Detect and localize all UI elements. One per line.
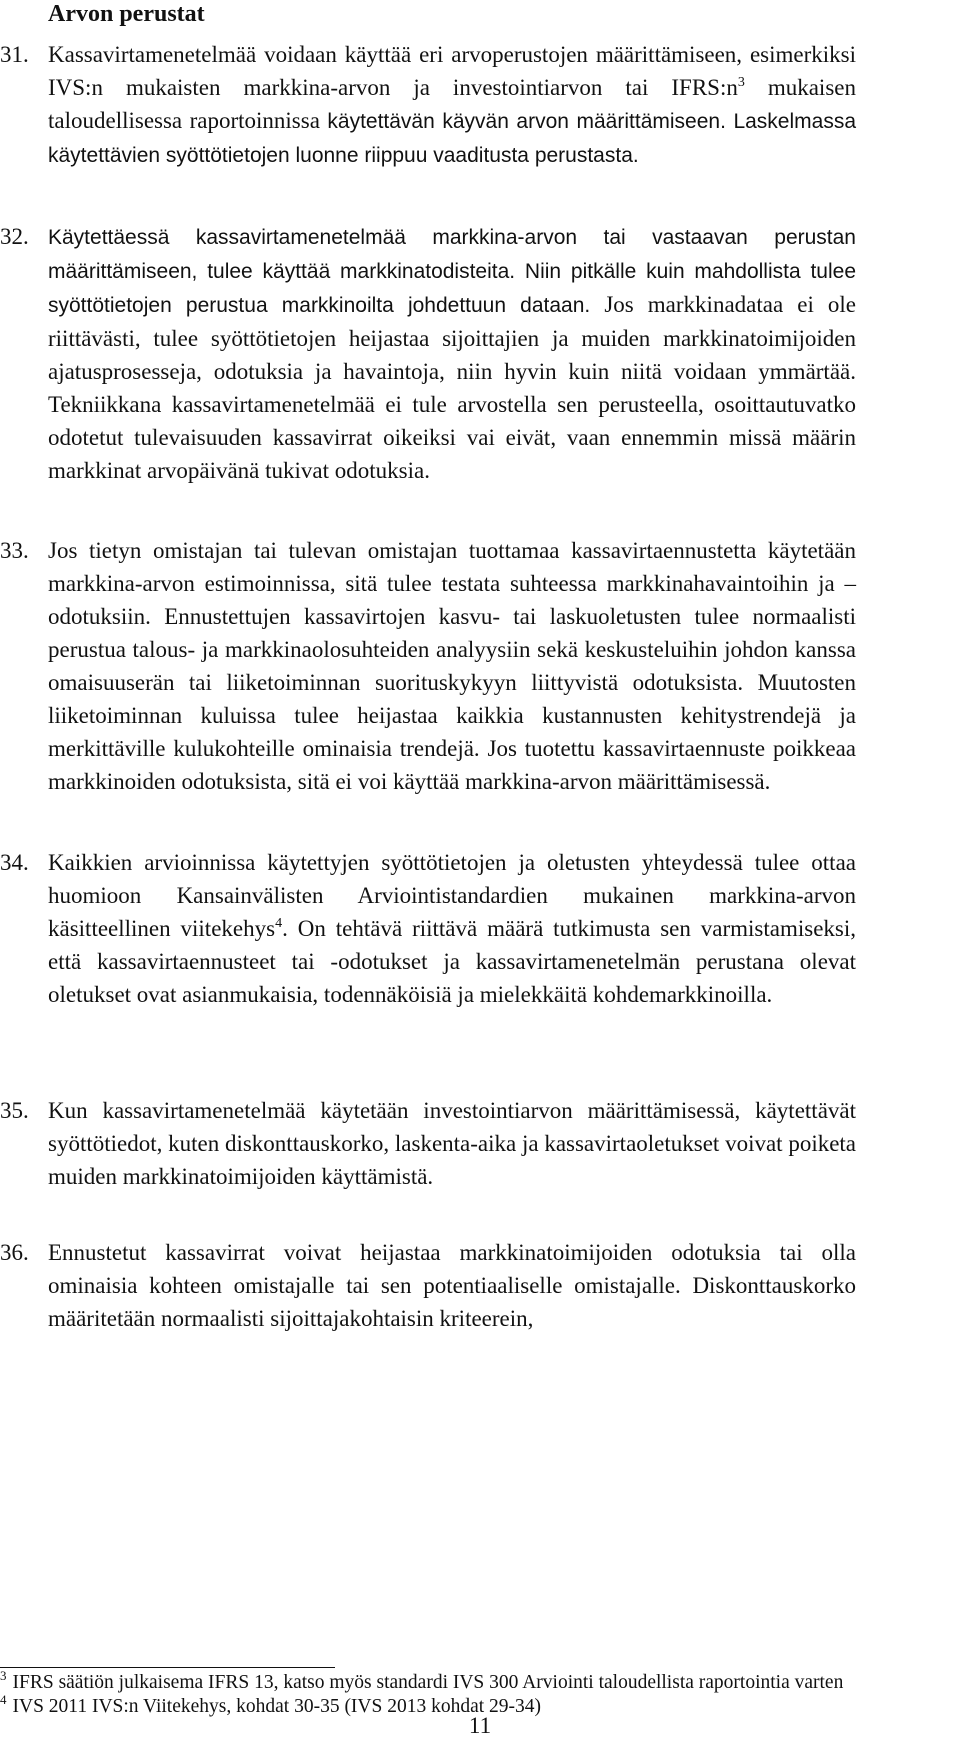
paragraph-32	[0, 220, 856, 487]
paragraph-text-part: Jos markkinadataa ei ole riittävästi, tulee syöttötietojen heijastaa sijoittajien ja muiden markkinatoimijoiden ajatusprosesseja, odotuksia ja havaintoja, niin hyvin kuin niitä voidaan ymmärtää. Tekniikkana kassavirtamenetelmää ei tule arvostella sen perusteella, osoittautuvatko odotetut tulevaisuuden kassavirrat oikeiksi vai eivät, vaan ennemmin missä määrin markkinat arvopäivänä tukivat odotuksia.	[48, 292, 856, 483]
paragraph-text: Kun kassavirtamenetelmää käytetään investointiarvon määrittämisessä, käytettävät syöttötiedot, kuten diskonttauskorko, laskenta-aika ja kassavirtaoletukset voivat poiketa muiden markkinatoimijoiden käyttämistä.	[48, 1098, 857, 1189]
paragraph-number: 36.	[0, 1240, 29, 1265]
paragraph-text: Jos tietyn omistajan tai tulevan omistajan tuottamaa kassavirtaennustetta käytetään markkina-arvon estimoinnissa, sitä tulee testata suhteessa markkinahavaintoihin ja –odotuksiin. Ennustettujen kassavirtojen kasvu- tai laskuoletusten tulee normaalisti perustua talous- ja markkinaolosuhteiden analyysiin sekä keskusteluihin johdon kanssa omaisuuserän tai liiketoiminnan suorituskykyyn liittyvistä odotuksista. Muutosten liiketoiminnan kuluissa tulee heijastaa kaikkia kustannusten kehitystrendejä ja merkittäville kulukohteille ominaisia trendejä. Jos tuotettu kassavirtaennuste poikkeaa markkinoiden odotuksista, sitä ei voi käyttää markkina-arvon määrittämisessä.	[48, 538, 856, 794]
paragraph-text-part: Kassavirtamenetelmää voidaan käyttää eri arvoperustojen määrittämiseen, esimerkiksi IVS:n mukaisten markkina-arvon ja investointiarvon tai IFRS:n	[48, 42, 856, 100]
footnote-marker: 4	[0, 1692, 7, 1707]
paragraph-number: 34.	[0, 850, 29, 875]
paragraph-number: 32.	[0, 224, 29, 249]
paragraph-text	[48, 38, 856, 172]
paragraph-number: 33.	[0, 538, 29, 563]
paragraph-text	[48, 846, 856, 1011]
footnote-3	[0, 1668, 860, 1695]
paragraph-text-part: mukaisen taloudellisessa raportoinnissa	[48, 75, 856, 133]
paragraph-text-part: Kaikkien arvioinnissa käytettyjen syöttötietojen ja oletusten yhteydessä tulee ottaa huomioon Kansainvälisten Arviointistandardien mukainen markkina-arvon käsitteellinen viitekehys	[48, 850, 856, 941]
page-number: 11	[468, 1713, 492, 1738]
paragraph-35	[0, 1094, 856, 1193]
paragraph-text	[48, 220, 856, 487]
footnote-text: IFRS säätiön julkaisema IFRS 13, katso myös standardi IVS 300 Arviointi taloudellista raportointia varten	[12, 1672, 844, 1693]
paragraph-text-part: Käytettäessä kassavirtamenetelmää markkina-arvon tai vastaavan perustan määrittämiseen, tulee käyttää markkinatodisteita. Niin pitkälle kuin mahdollista tulee syöttötietojen perustua markkinoilta johdettuun dataan.	[48, 226, 856, 317]
footnote-divider	[0, 1667, 335, 1668]
paragraph-31	[0, 38, 856, 172]
paragraph-33	[0, 534, 856, 798]
paragraph-number: 31.	[0, 42, 29, 67]
paragraph-36	[0, 1236, 856, 1335]
footnote-marker: 3	[0, 1668, 7, 1683]
section-heading: Arvon perustat	[48, 1, 205, 27]
footnote-text: IVS 2011 IVS:n Viitekehys, kohdat 30-35 (IVS 2013 kohdat 29-34)	[12, 1696, 542, 1717]
footnote-ref-3: 3	[737, 75, 745, 90]
paragraph-text-part: käytettävän käyvän arvon määrittämiseen. Laskelmassa käytettävien syöttötietojen luonne riippuu vaaditusta perustasta.	[48, 110, 857, 167]
paragraph-34	[0, 846, 856, 1011]
footnote-ref-4: 4	[275, 916, 283, 931]
paragraph-text: Ennustetut kassavirrat voivat heijastaa markkinatoimijoiden odotuksia tai olla ominaisia kohteen omistajalle tai sen potentiaaliselle omistajalle. Diskonttauskorko määritetään normaalisti sijoittajakohtaisin kriteerein,	[48, 1240, 856, 1331]
paragraph-number: 35.	[0, 1098, 29, 1123]
paragraph-text-part: . On tehtävä riittävä määrä tutkimusta sen varmistamiseksi, että kassavirtaennusteet tai -odotukset ja kassavirtamenetelmän perustana olevat oletukset ovat asianmukaisia, todennäköisiä ja mielekkäitä kohdemarkkinoilla.	[48, 916, 856, 1007]
